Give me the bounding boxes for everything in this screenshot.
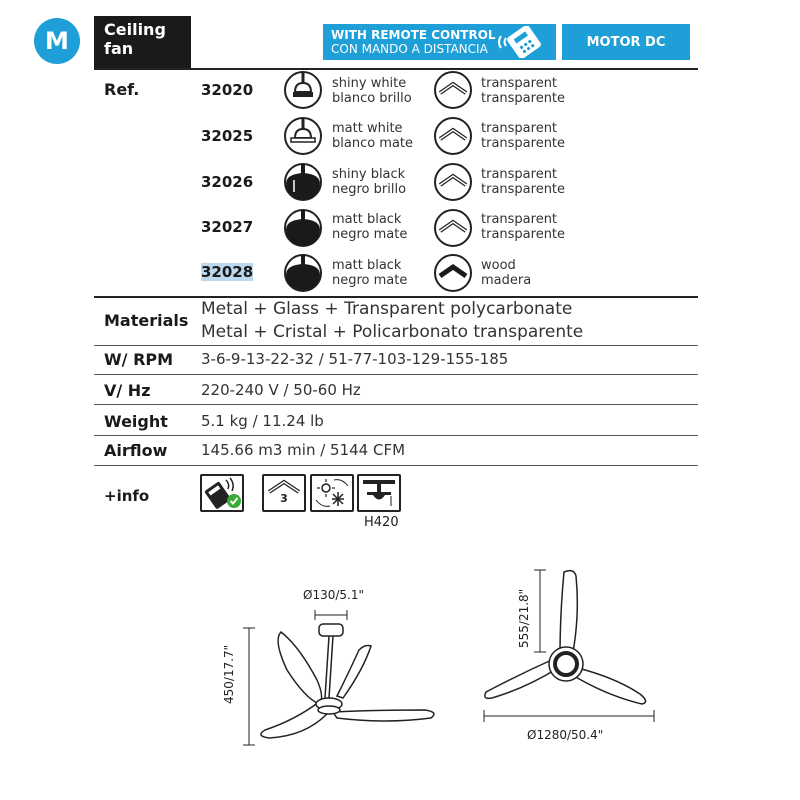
remote-control-icon [495, 26, 553, 58]
airflow-value: 145.66 m3 min / 5144 CFM [201, 441, 406, 459]
divider [94, 374, 698, 375]
black-matt-finish-icon [283, 253, 323, 293]
finish-text: matt black negro mate [332, 212, 408, 242]
white-matt-finish-icon [283, 116, 323, 156]
rpm-label: W/ RPM [104, 350, 174, 369]
fan-diameter-label: Ø1280/50.4" [527, 728, 604, 742]
category-badge: M [34, 18, 80, 64]
weight-label: Weight [104, 412, 168, 431]
wood-blade-icon [433, 253, 473, 293]
white-shiny-finish-icon [283, 70, 323, 110]
blade-count: 3 [280, 492, 288, 505]
finish-text: shiny white blanco brillo [332, 76, 412, 106]
remote-control-banner [323, 24, 556, 60]
black-matt-finish-icon [283, 208, 323, 248]
divider [94, 345, 698, 346]
fan-side-view-drawing [225, 580, 455, 750]
header-divider [94, 68, 698, 70]
ceiling-height-icon [357, 474, 401, 512]
hz-value: 220-240 V / 50-60 Hz [201, 381, 361, 399]
blade-text: transparent transparente [481, 76, 566, 106]
info-label: +info [104, 487, 150, 505]
blade-height-label: 555/21.8" [517, 588, 531, 648]
hz-label: V/ Hz [104, 381, 151, 400]
transparent-blade-icon [433, 70, 473, 110]
blade-text: transparent transparente [481, 121, 566, 151]
model-ref-selected: 32028 [201, 263, 254, 281]
motor-dc-badge: MOTOR DC [562, 24, 690, 60]
divider [94, 404, 698, 405]
category-title-line2: fan [104, 39, 134, 58]
height-dimension-label: 450/17.7" [222, 644, 236, 704]
remote-line1: WITH REMOTE CONTROL [331, 28, 496, 42]
divider [94, 435, 698, 436]
blade-text: transparent transparente [481, 167, 566, 197]
summer-winter-icon [310, 474, 354, 512]
canopy-diameter-label: Ø130/5.1" [303, 588, 364, 602]
remote-line2: CON MANDO A DISTANCIA [331, 42, 488, 56]
transparent-blade-icon [433, 162, 473, 202]
category-title-line1: Ceiling [104, 20, 166, 39]
fan-top-view-drawing [480, 566, 660, 726]
transparent-blade-icon [433, 208, 473, 248]
ref-label: Ref. [104, 80, 140, 99]
model-ref: 32026 [201, 173, 254, 191]
category-title [94, 16, 191, 68]
model-ref: 32027 [201, 218, 254, 236]
black-shiny-finish-icon [283, 162, 323, 202]
airflow-label: Airflow [104, 441, 168, 460]
model-ref: 32020 [201, 81, 254, 99]
finish-text: shiny black negro brillo [332, 167, 407, 197]
divider [94, 465, 698, 466]
weight-value: 5.1 kg / 11.24 lb [201, 412, 324, 430]
rpm-value: 3-6-9-13-22-32 / 51-77-103-129-155-185 [201, 350, 509, 368]
blade-count-icon [262, 474, 306, 512]
height-label: H420 [364, 515, 399, 530]
remote-control-feature-icon [200, 474, 244, 512]
model-ref: 32025 [201, 127, 254, 145]
blade-text: transparent transparente [481, 212, 566, 242]
transparent-blade-icon [433, 116, 473, 156]
materials-value: Metal + Glass + Transparent polycarbonate Metal + Cristal + Policarbonato transparente [201, 299, 584, 342]
blade-text: wood madera [481, 258, 532, 288]
finish-text: matt white blanco mate [332, 121, 414, 151]
finish-text: matt black negro mate [332, 258, 408, 288]
materials-label: Materials [104, 311, 189, 330]
